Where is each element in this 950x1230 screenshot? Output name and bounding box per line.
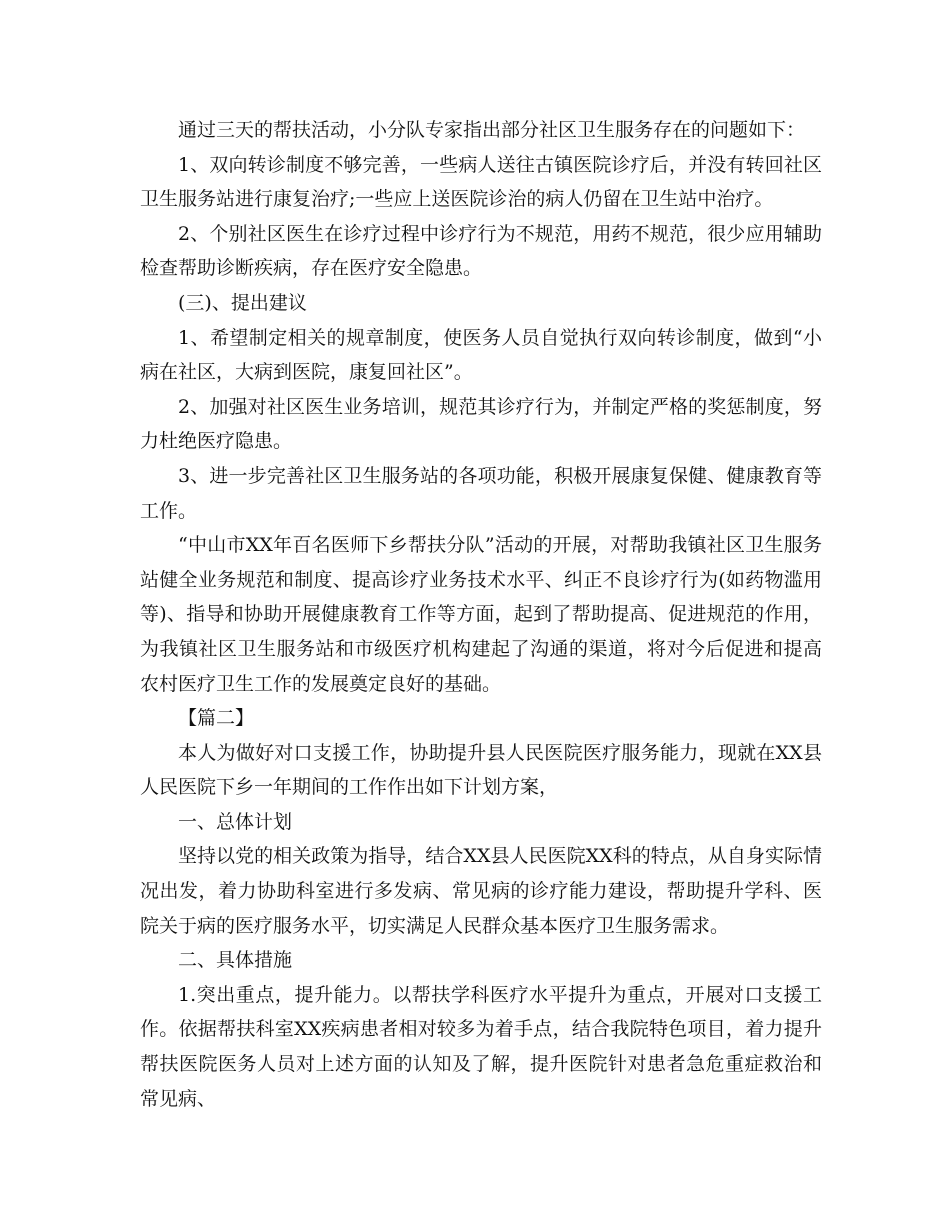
paragraph-suggestion-3: 3、进一步完善社区卫生服务站的各项功能，积极开展康复保健、健康教育等工作。	[140, 464, 822, 522]
paragraph-summary: “中山市XX年百名医师下乡帮扶分队”活动的开展，对帮助我镇社区卫生服务站健全业务规范和制度、提高诊疗业务技术水平、纠正不良诊疗行为(如药物滥用等)、指导和协助开展健康教育工作等方面，起到了帮助提高、促进规范的作用，为我镇社区卫生服务站和市级医疗机构建起了沟通的渠道，将对今后促进和提高农村医疗卫生工作的发展奠定良好的基础。	[140, 534, 822, 695]
paragraph-suggestion-1: 1、希望制定相关的规章制度，使医务人员自觉执行双向转诊制度，做到“小病在社区，大病到医院，康复回社区”。	[140, 326, 822, 384]
section-heading-measures: 二、具体措施	[178, 949, 293, 972]
document-body	[140, 113, 822, 1116]
paragraph-overall-plan: 坚持以党的相关政策为指导，结合XX县人民医院XX科的特点，从自身实际情况出发，着力协助科室进行多发病、常见病的诊疗能力建设，帮助提升学科、医院关于病的医疗服务水平，切实满足人民群众基本医疗卫生服务需求。	[140, 845, 822, 937]
section-heading-overall-plan: 一、总体计划	[178, 810, 293, 833]
section-heading-suggestions: (三)、提出建议	[178, 291, 307, 314]
paragraph-suggestion-2: 2、加强对社区医生业务培训，规范其诊疗行为，并制定严格的奖惩制度，努力杜绝医疗隐患。	[140, 395, 822, 453]
paragraph-plan-intro: 本人为做好对口支援工作，协助提升县人民医院医疗服务能力，现就在XX县人民医院下乡一年期间的工作作出如下计划方案，	[140, 741, 822, 799]
paragraph-problem-1: 1、双向转诊制度不够完善，一些病人送往古镇医院诊疗后，并没有转回社区卫生服务站进行康复治疗;一些应上送医院诊治的病人仍留在卫生站中治疗。	[140, 153, 822, 211]
paragraph-problem-2: 2、个别社区医生在诊疗过程中诊疗行为不规范，用药不规范，很少应用辅助检查帮助诊断疾病，存在医疗安全隐患。	[140, 222, 822, 280]
paragraph-intro: 通过三天的帮扶活动，小分队专家指出部分社区卫生服务存在的问题如下：	[178, 119, 806, 141]
section-heading-part-two: 【篇二】	[178, 707, 255, 730]
paragraph-measure-1: 1.突出重点，提升能力。以帮扶学科医疗水平提升为重点，开展对口支援工作。依据帮扶科室XX疾病患者相对较多为着手点，结合我院特色项目，着力提升帮扶医院医务人员对上述方面的认知及了解，提升医院针对患者急危重症救治和常见病、	[140, 983, 822, 1110]
